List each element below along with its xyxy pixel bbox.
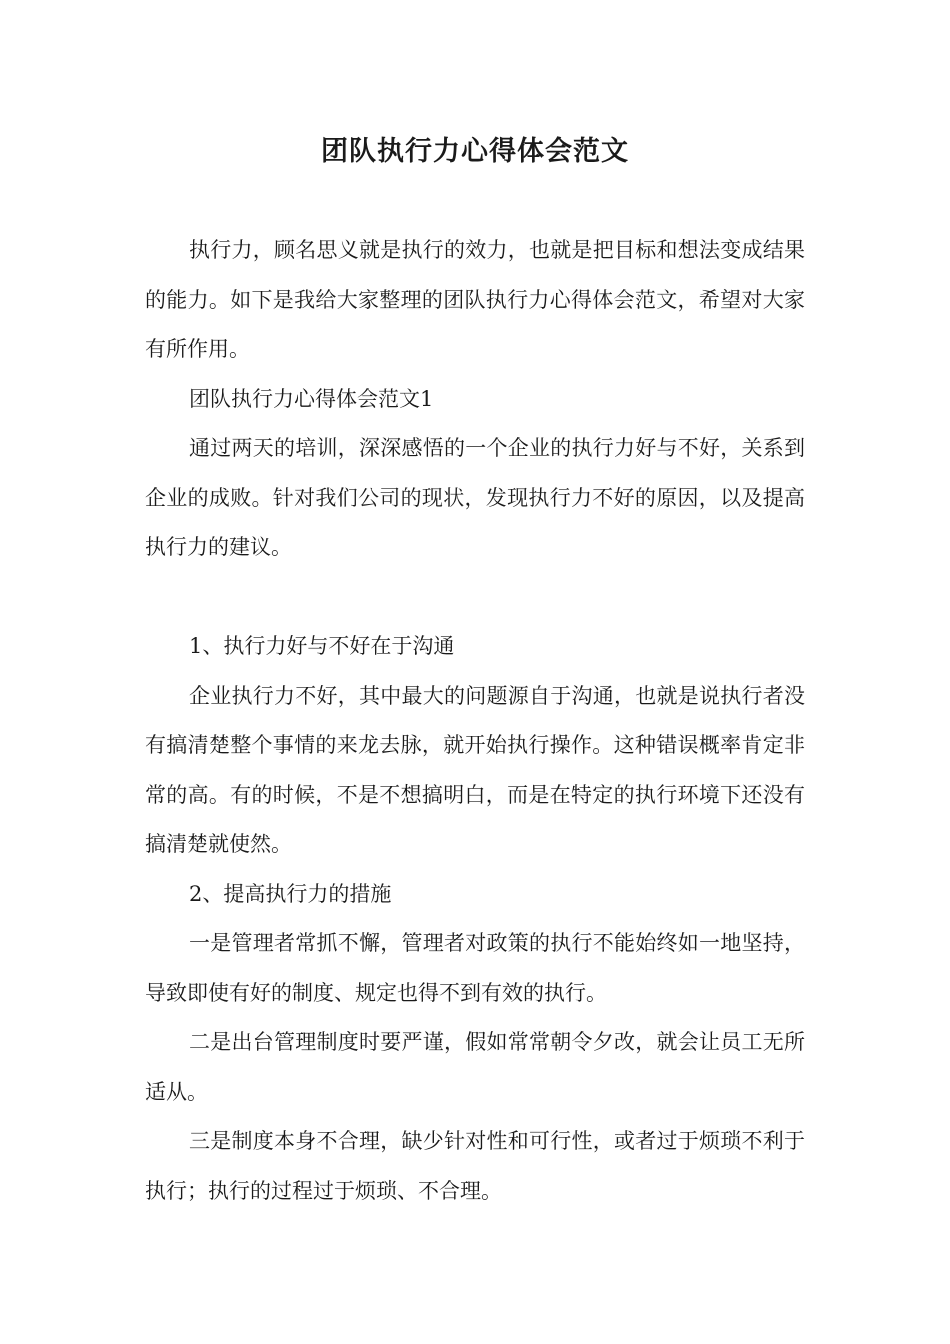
- subheading-communication: 1、执行力好与不好在于沟通: [189, 634, 455, 658]
- blank-line: [145, 573, 805, 623]
- section-heading-sample-1: 团队执行力心得体会范文1: [189, 386, 434, 411]
- measure-1-paragraph: 一是管理者常抓不懈，管理者对政策的执行不能始终如一地坚持，导致即使有好的制度、规定也得不到有效的执行。: [145, 931, 805, 1005]
- sample-1-paragraph: 通过两天的培训，深深感悟的一个企业的执行力好与不好，关系到企业的成败。针对我们公司的现状，发现执行力不好的原因，以及提高执行力的建议。: [145, 436, 805, 559]
- intro-paragraph: 执行力，顾名思义就是执行的效力，也就是把目标和想法变成结果的能力。如下是我给大家整理的团队执行力心得体会范文，希望对大家有所作用。: [145, 238, 805, 361]
- document-body: [145, 226, 805, 1216]
- document-title: 团队执行力心得体会范文: [321, 136, 629, 167]
- measure-2-paragraph: 二是出台管理制度时要严谨，假如常常朝令夕改，就会让员工无所适从。: [145, 1030, 805, 1104]
- measure-3-paragraph: 三是制度本身不合理，缺少针对性和可行性，或者过于烦琐不利于执行；执行的过程过于烦琐、不合理。: [145, 1129, 805, 1203]
- subheading-measures: 2、提高执行力的措施: [189, 881, 392, 906]
- communication-paragraph: 企业执行力不好，其中最大的问题源自于沟通，也就是说执行者没有搞清楚整个事情的来龙去脉，就开始执行操作。这种错误概率肯定非常的高。有的时候，不是不想搞明白，而是在特定的执行环境下还没有搞清楚就使然。: [145, 683, 805, 856]
